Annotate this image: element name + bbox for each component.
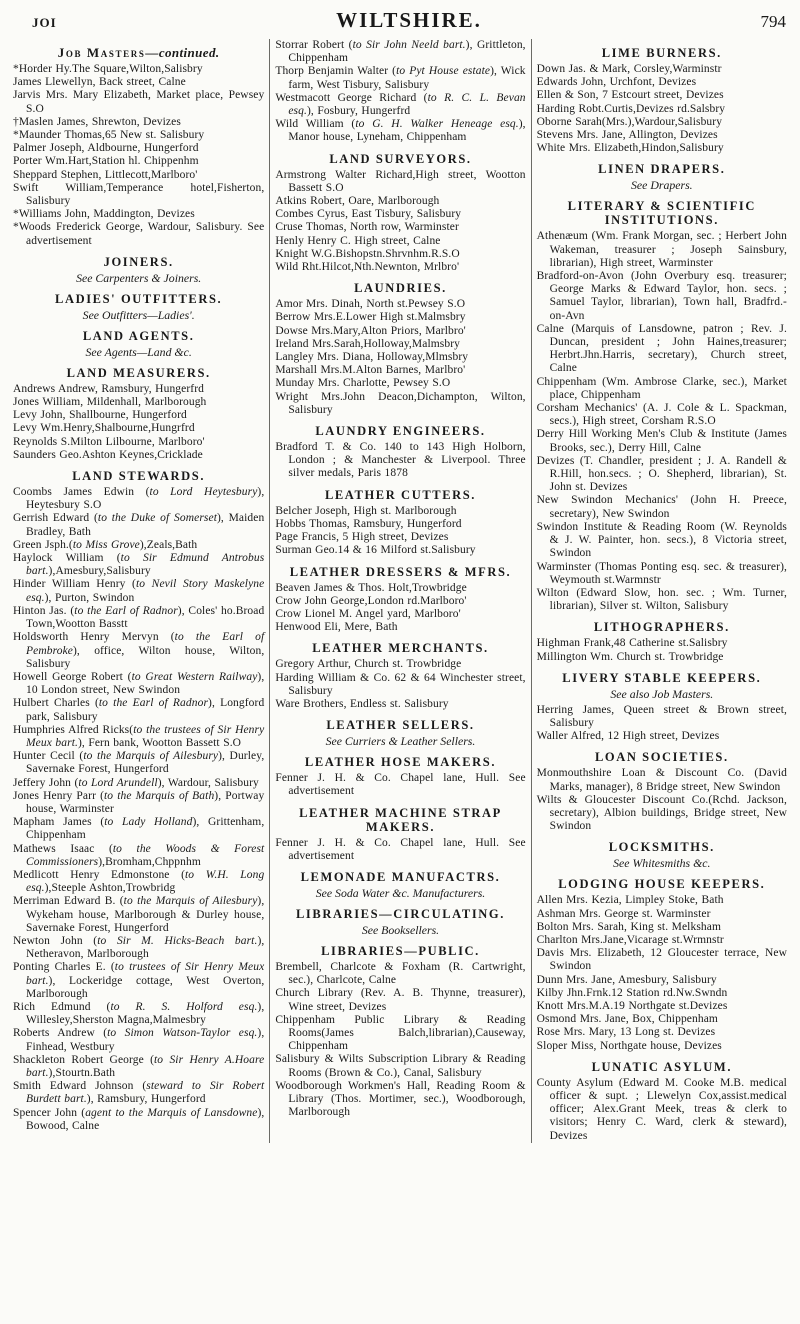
entry-list xyxy=(275,39,525,145)
directory-entry: Roberts Andrew (to Simon Watson-Taylor esq.), Finhead, Westbury xyxy=(13,1027,265,1053)
directory-entry: Haylock William (to Sir Edmund Antrobus bart.),Amesbury,Salisbury xyxy=(13,552,265,578)
directory-entry: Saunders Geo.Ashton Keynes,Cricklade xyxy=(13,448,203,461)
directory-entry: Jones Henry Parr (to the Marquis of Bath), Portway house, Warminster xyxy=(13,789,265,815)
directory-entry: Monmouthshire Loan & Discount Co. (David Marks, manager), 8 Bridge street, New Swindon xyxy=(536,767,787,793)
section-heading: LAUNDRY ENGINEERS. xyxy=(315,424,486,439)
directory-entry: *Maunder Thomas,65 New st. Salisbury xyxy=(13,129,205,142)
directory-entry: Sheppard Stephen, Littlecott,Marlboro' xyxy=(13,168,198,181)
directory-entry: Westmacott George Richard (to R. C. L. Bevan esq.), Fosbury, Hungerfrd xyxy=(275,91,526,118)
directory-entry: Stevens Mrs. Jane, Allington, Devizes xyxy=(536,129,718,142)
directory-entry: Smith Edward Johnson (steward to Sir Robert Burdett bart.), Ramsbury, Hungerford xyxy=(13,1080,265,1106)
directory-entry: County Asylum (Edward M. Cooke M.B. medical officer & supt. ; Llewelyn Cox,assist.medical officer; Alex.Grant Meek, treas & clerk to visitors; Henry C. Ward, clerk & steward), Devizes xyxy=(536,1076,787,1142)
directory-entry: Ireland Mrs.Sarah,Holloway,Malmsbry xyxy=(275,337,460,350)
directory-entry: Millington Wm. Church st. Trowbridge xyxy=(536,650,724,663)
directory-entry: Brembell, Charlcote & Foxham (R. Cartwright, sec.), Charlcote, Calne xyxy=(275,960,526,987)
entry-list xyxy=(275,505,525,558)
directory-entry: *Woods Frederick George, Wardour, Salisbury. See advertisement xyxy=(13,221,265,247)
directory-entry: Ellen & Son, 7 Estcourt street, Devizes xyxy=(536,89,724,102)
directory-entry: Jarvis Mrs. Mary Elizabeth, Market place, Pewsey S.O xyxy=(13,89,265,115)
page-letter-code: JOI xyxy=(32,15,57,30)
directory-entry: Hinton Jas. (to the Earl of Radnor), Coles' ho.Broad Town,Wootton Basstt xyxy=(13,604,265,631)
entry-list xyxy=(537,704,787,744)
directory-entry: Devizes (T. Chandler, president ; J. A. Randell & R.Hill, hon.secs. ; O. Shepherd, librarian), St. John st. Devizes xyxy=(536,454,787,494)
directory-entry: Dowse Mrs.Mary,Alton Priors, Marlbro' xyxy=(275,324,466,337)
section-heading: LADIES' OUTFITTERS. xyxy=(55,291,223,306)
section-heading: LITHOGRAPHERS. xyxy=(593,620,730,635)
entry-list xyxy=(13,63,264,248)
section-heading: LAND AGENTS. xyxy=(82,328,195,343)
directory-entry: Gregory Arthur, Church st. Trowbridge xyxy=(275,658,462,671)
directory-entry: Hunter Cecil (to the Marquis of Ailesbury), Durley, Savernake Forest, Hungerford xyxy=(13,750,265,776)
directory-entry: Henly Henry C. High street, Calne xyxy=(275,234,441,247)
directory-entry: Calne (Marquis of Lansdowne, patron ; Rev. J. Duncan, president ; John Haines,treasurer; Herbrt.Jhn.Harris, secretary), Church street, Calne xyxy=(536,322,787,375)
directory-entry: Rose Mrs. Mary, 13 Long st. Devizes xyxy=(536,1026,716,1039)
directory-entry: Bradford T. & Co. 140 to 143 High Holborn, London ; & Manchester & Liverpool. Three silver medals, Paris 1878 xyxy=(275,441,526,480)
directory-entry: Porter Wm.Hart,Station hl. Chippenhm xyxy=(13,155,199,168)
directory-entry: Medlicott Henry Edmonstone (to W.H. Long esq.),Steeple Ashton,Trowbridg xyxy=(13,868,265,895)
directory-entry: Osmond Mrs. Jane, Box, Chippenham xyxy=(536,1013,718,1026)
directory-entry: Knight W.G.Bishopstn.Shrvnhm.R.S.O xyxy=(275,247,460,260)
directory-entry: Palmer Joseph, Aldbourne, Hungerford xyxy=(13,142,199,155)
directory-entry: Herring James, Queen street & Brown street, Salisbury xyxy=(536,703,787,729)
directory-entry: Warminster (Thomas Ponting esq. sec. & treasurer), Weymouth st.Warmnstr xyxy=(536,560,787,586)
entry-list xyxy=(537,894,787,1052)
directory-entry: Green Jsph.(to Miss Grove),Zeals,Bath xyxy=(13,538,198,551)
entry-list xyxy=(537,63,787,155)
directory-entry: Highman Frank,48 Catherine st.Salisbry xyxy=(536,637,728,650)
directory-entry: Salisbury & Wilts Subscription Library & Reading Rooms (Brown & Co.), Canal, Salisbury xyxy=(275,1053,526,1079)
directory-entry: Crow Lionel M. Angel yard, Marlboro' xyxy=(275,607,461,620)
section-heading: JOINERS. xyxy=(103,254,174,269)
directory-entry: Wild Rht.Hilcot,Nth.Newnton, Mrlbro' xyxy=(275,261,460,274)
directory-entry: New Swindon Mechanics' (John H. Preece, secretary), New Swindon xyxy=(536,494,787,520)
directory-entry: †Maslen James, Shrewton, Devizes xyxy=(13,115,181,128)
cross-reference: See also Job Masters. xyxy=(610,686,714,701)
entry-list xyxy=(537,1077,787,1143)
directory-entry: Waller Alfred, 12 High street, Devizes xyxy=(536,730,720,743)
directory-entry: Combes Cyrus, East Tisbury, Salisbury xyxy=(275,208,462,221)
page-title: WILTSHIRE. xyxy=(336,8,482,32)
column-container xyxy=(8,39,792,1143)
directory-entry: Wilts & Gloucester Discount Co.(Rchd. Jackson, secretary), Albion buildings, Bridge street, New Swindon xyxy=(536,793,787,833)
section-heading: LEATHER CUTTERS. xyxy=(324,487,477,502)
entry-list xyxy=(275,441,525,481)
directory-entry: Cruse Thomas, North row, Warminster xyxy=(275,221,459,234)
section-heading: LEMONADE MANUFACTRS. xyxy=(300,869,501,884)
directory-entry: Mathews Isaac (to the Woods & Forest Commissioners),Bromham,Chppnhm xyxy=(13,842,265,868)
directory-entry: *Horder Hy.The Square,Wilton,Salisbry xyxy=(13,63,203,75)
directory-entry: Ponting Charles E. (to trustees of Sir Henry Meux bart.), Lockeridge cottage, West Overton, Marlborough xyxy=(13,961,265,1000)
directory-entry: Wild William (to G. H. Walker Heneage esq.), Manor house, Lyneham, Chippenham xyxy=(275,118,526,144)
directory-entry: Woodborough Workmen's Hall, Reading Room & Library (Thos. Mortimer, sec.), Woodborough, Marlborough xyxy=(275,1079,526,1119)
directory-entry: Storrar Robert (to Sir John Neeld bart.), Grittleton, Chippenham xyxy=(275,39,526,65)
directory-entry: Crow John George,London rd.Marlboro' xyxy=(275,594,467,607)
directory-entry: Fenner J. H. & Co. Chapel lane, Hull. See advertisement xyxy=(275,836,526,862)
directory-entry: Ware Brothers, Endless st. Salisbury xyxy=(275,697,449,710)
directory-entry: Bradford-on-Avon (John Overbury esq. treasurer; George Marks & Edward Taylor, hon. secs. ; Samuel Taylor, librarian), Town hall, Bradfrd.-on-Avn xyxy=(536,270,787,322)
directory-entry: Holdsworth Henry Mervyn (to the Earl of Pembroke), office, Wilton house, Wilton, Salisbury xyxy=(13,631,265,670)
entry-list xyxy=(275,298,525,417)
directory-column-3 xyxy=(531,39,792,1143)
directory-entry: White Mrs. Elizabeth,Hindon,Salisbury xyxy=(536,142,724,155)
cross-reference: See Agents—Land &c. xyxy=(85,344,192,359)
section-heading: LAND MEASURERS. xyxy=(66,365,211,380)
directory-entry: Langley Mrs. Diana, Holloway,Mlmsbry xyxy=(275,351,469,364)
entry-list xyxy=(275,961,525,1119)
section-heading: LEATHER MERCHANTS. xyxy=(312,641,489,656)
directory-entry: Gerrish Edward (to the Duke of Somerset), Maiden Bradley, Bath xyxy=(13,512,265,538)
directory-entry: Merriman Edward B. (to the Marquis of Ailesbury), Wykeham house, Marlborough & Durley house, Savernake Forest, Hungerford xyxy=(13,895,265,934)
section-heading: LINEN DRAPERS. xyxy=(598,162,726,177)
directory-entry: Ashman Mrs. George st. Warminster xyxy=(536,907,711,920)
directory-entry: Hinder William Henry (to Nevil Story Maskelyne esq.), Purton, Swindon xyxy=(13,578,265,604)
directory-entry: Wilton (Edward Slow, hon. sec. ; Wm. Turner, librarian), Silver st. Wilton, Salisbury xyxy=(536,586,787,613)
cross-reference: See Whitesmiths &c. xyxy=(613,856,711,871)
directory-entry: Kilby Jhn.Frnk.12 Station rd.Nw.Swndn xyxy=(536,986,728,999)
directory-entry: Howell George Robert (to Great Western Railway), 10 London street, New Swindon xyxy=(13,670,265,697)
directory-entry: Corsham Mechanics' (A. J. Cole & L. Spackman, secs.), High street, Corsham R.S.O xyxy=(536,402,787,428)
directory-entry: Bolton Mrs. Sarah, King st. Melksham xyxy=(536,920,722,933)
section-heading: LEATHER SELLERS. xyxy=(326,718,475,733)
directory-entry: Church Library (Rev. A. B. Thynne, treasurer), Wine street, Devizes xyxy=(275,987,526,1013)
directory-entry: Chippenham Public Library & Reading Rooms(James Balch,librarian),Causeway, Chippenham xyxy=(275,1013,526,1053)
entry-list xyxy=(275,772,525,798)
directory-entry: Oborne Sarah(Mrs.),Wardour,Salisbury xyxy=(536,115,723,128)
directory-entry: Hobbs Thomas, Ramsbury, Hungerford xyxy=(275,517,462,530)
cross-reference: See Carpenters & Joiners. xyxy=(76,270,202,285)
directory-entry: Belcher Joseph, High st. Marlborough xyxy=(275,504,457,517)
directory-entry: Andrews Andrew, Ramsbury, Hungerfrd xyxy=(13,382,204,395)
section-heading: LEATHER HOSE MAKERS. xyxy=(304,755,497,770)
directory-entry: James Llewellyn, Back street, Calne xyxy=(13,76,186,89)
section-heading: LIBRARIES—PUBLIC. xyxy=(321,943,480,958)
section-heading: LODGING HOUSE KEEPERS. xyxy=(558,877,766,892)
directory-entry: Harding William & Co. 62 & 64 Winchester street, Salisbury xyxy=(275,671,526,697)
directory-entry: Rich Edmund (to R. S. Holford esq.), Willesley,Sherston Magna,Malmesbry xyxy=(13,1000,265,1027)
directory-entry: Newton John (to Sir M. Hicks-Beach bart.), Netheravon, Marlborough xyxy=(13,934,265,961)
directory-entry: Athenæum (Wm. Frank Morgan, sec. ; Herbert John Wakeman, treasurer ; Joseph Sainsbury, librarian), High street, Warminster xyxy=(536,230,787,269)
page-header xyxy=(8,8,792,33)
page-number: 794 xyxy=(760,12,786,31)
section-heading: LIVERY STABLE KEEPERS. xyxy=(562,670,762,685)
directory-entry: Coombs James Edwin (to Lord Heytesbury), Heytesbury S.O xyxy=(13,486,265,512)
directory-entry: Mapham James (to Lady Holland), Grittenham, Chippenham xyxy=(13,816,265,842)
directory-entry: Levy Wm.Henry,Shalbourne,Hungrfrd xyxy=(13,422,195,435)
directory-column-2 xyxy=(269,39,530,1143)
directory-entry: Page Francis, 5 High street, Devizes xyxy=(275,531,449,544)
directory-entry: Fenner J. H. & Co. Chapel lane, Hull. See advertisement xyxy=(275,772,526,798)
directory-entry: Shackleton Robert George (to Sir Henry A.Hoare bart.),Stourtn.Bath xyxy=(13,1053,265,1079)
directory-entry: Jeffery John (to Lord Arundell), Wardour, Salisbury xyxy=(13,776,259,789)
section-heading: LITERARY & SCIENTIFIC INSTITUTIONS. xyxy=(567,199,756,228)
directory-column-1 xyxy=(8,39,269,1143)
cross-reference: See Booksellers. xyxy=(361,922,440,937)
directory-entry: Armstrong Walter Richard,High street, Wootton Bassett S.O xyxy=(275,168,526,194)
directory-entry: Amor Mrs. Dinah, North st.Pewsey S.O xyxy=(275,298,466,311)
entry-list xyxy=(275,169,525,275)
directory-entry: Swift William,Temperance hotel,Fisherton, Salisbury xyxy=(13,181,265,208)
entry-list xyxy=(537,230,787,613)
entry-list xyxy=(275,658,525,711)
entry-list xyxy=(537,637,787,663)
directory-entry: Henwood Eli, Mere, Bath xyxy=(275,621,398,634)
directory-entry: Thorp Benjamin Walter (to Pyt House estate), Wick farm, West Tisbury, Salisbury xyxy=(275,65,526,91)
cross-reference: See Soda Water &c. Manufacturers. xyxy=(315,885,486,900)
directory-entry: Chippenham (Wm. Ambrose Clarke, sec.), Market place, Chippenham xyxy=(536,375,787,401)
entry-list xyxy=(275,837,525,863)
cross-reference: See Curriers & Leather Sellers. xyxy=(325,734,476,749)
directory-entry: Reynolds S.Milton Lilbourne, Marlboro' xyxy=(13,435,205,448)
entry-list xyxy=(275,582,525,635)
directory-entry: Allen Mrs. Kezia, Limpley Stoke, Bath xyxy=(536,894,724,907)
directory-entry: Beaven James & Thos. Holt,Trowbridge xyxy=(275,581,467,594)
directory-entry: Sloper Miss, Northgate house, Devizes xyxy=(536,1039,722,1052)
entry-list xyxy=(13,383,264,462)
directory-entry: Down Jas. & Mark, Corsley,Warminstr xyxy=(536,63,722,75)
directory-entry: Dunn Mrs. Jane, Amesbury, Salisbury xyxy=(536,973,717,986)
section-heading: LEATHER MACHINE STRAP MAKERS. xyxy=(299,805,502,834)
section-heading: LOAN SOCIETIES. xyxy=(594,750,729,765)
directory-entry: Spencer John (agent to the Marquis of Lansdowne), Bowood, Calne xyxy=(13,1106,265,1132)
directory-entry: Derry Hill Working Men's Club & Institute (James Brooks, sec.), Derry Hill, Calne xyxy=(536,428,787,454)
directory-entry: Marshall Mrs.M.Alton Barnes, Marlbro' xyxy=(275,364,466,377)
directory-entry: Hulbert Charles (to the Earl of Radnor), Longford park, Salisbury xyxy=(13,697,265,723)
section-heading-continued: Job Masters—continued. xyxy=(57,45,220,60)
directory-entry: Berrow Mrs.E.Lower High st.Malmsbry xyxy=(275,311,466,324)
section-heading: LAND STEWARDS. xyxy=(72,469,206,484)
directory-entry: Levy John, Shallbourne, Hungerford xyxy=(13,409,187,422)
section-heading: LOCKSMITHS. xyxy=(608,840,715,855)
directory-entry: Jones William, Mildenhall, Marlborough xyxy=(13,396,207,409)
section-heading: LAND SURVEYORS. xyxy=(329,151,472,166)
directory-entry: Munday Mrs. Charlotte, Pewsey S.O xyxy=(275,377,451,390)
directory-entry: Swindon Institute & Reading Room (W. Reynolds & J. W. Painter, hon. secs.), 8 Victoria street, Swindon xyxy=(536,520,787,560)
directory-entry: Knott Mrs.M.A.19 Northgate st.Devizes xyxy=(536,999,728,1012)
cross-reference: See Outfitters—Ladies'. xyxy=(82,307,195,322)
section-heading: LAUNDRIES. xyxy=(354,281,447,296)
section-heading: LIME BURNERS. xyxy=(601,46,722,60)
directory-entry: *Williams John, Maddington, Devizes xyxy=(13,208,195,221)
directory-entry: Wright Mrs.John Deacon,Dichampton, Wilton, Salisbury xyxy=(275,390,526,416)
directory-entry: Edwards John, Urchfont, Devizes xyxy=(536,76,697,89)
section-heading: LIBRARIES—CIRCULATING. xyxy=(296,906,505,921)
directory-entry: Surman Geo.14 & 16 Milford st.Salisbury xyxy=(275,544,476,557)
directory-entry: Charlton Mrs.Jane,Vicarage st.Wrmnstr xyxy=(536,933,724,946)
directory-entry: Atkins Robert, Oare, Marlborough xyxy=(275,195,440,208)
section-heading: LUNATIC ASYLUM. xyxy=(591,1059,733,1074)
directory-entry: Humphries Alfred Ricks(to the trustees of Sir Henry Meux bart.), Fern bank, Wootton Bassett S.O xyxy=(13,723,265,749)
section-heading: LEATHER DRESSERS & MFRS. xyxy=(289,564,512,579)
directory-entry: Davis Mrs. Elizabeth, 12 Gloucester terrace, New Swindon xyxy=(536,947,787,973)
entry-list xyxy=(13,486,264,1133)
entry-list xyxy=(537,767,787,833)
cross-reference: See Drapers. xyxy=(631,178,693,193)
directory-entry: Harding Robt.Curtis,Devizes rd.Salsbry xyxy=(536,102,726,115)
